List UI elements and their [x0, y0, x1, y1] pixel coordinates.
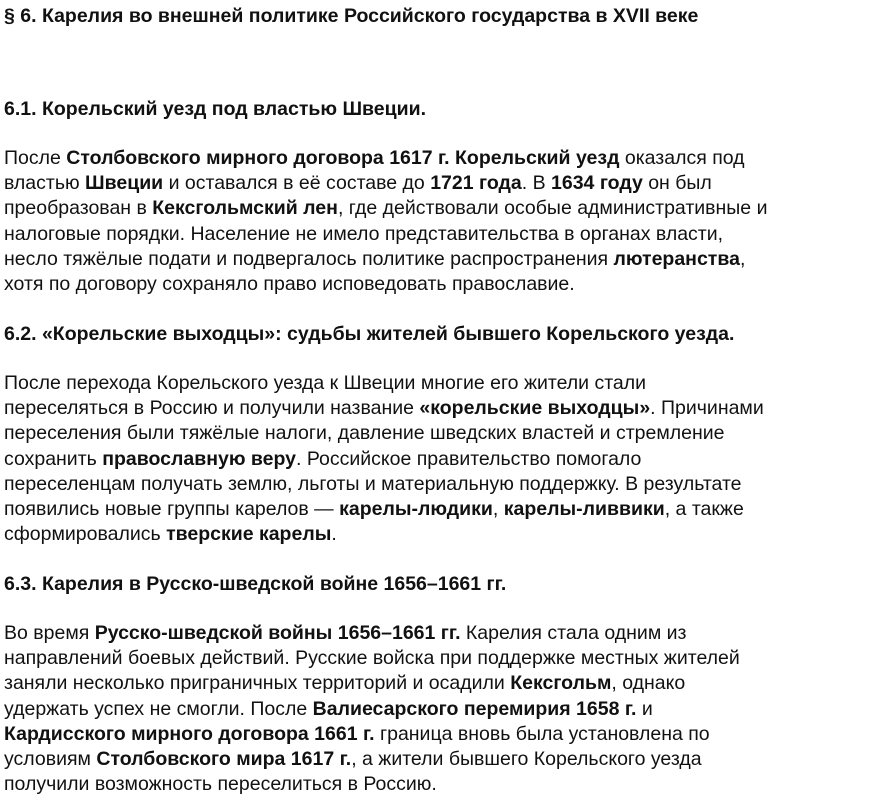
text-run: хотя по договору сохраняло право исповедовать православие.: [4, 273, 575, 296]
section-heading-6-2: 6.2. «Корельские выходцы»: судьбы жителей бывшего Корельского уезда.: [4, 323, 735, 345]
paragraph-line: [4, 646, 740, 671]
paragraph-line: [4, 272, 767, 297]
text-run: , а жители бывшего Корельского уезда: [351, 748, 702, 771]
text-run: . Причинами: [650, 397, 764, 420]
bold-text: Кексгольмский лен: [152, 197, 338, 220]
bold-text: Валиесарского перемирия 1658 г.: [312, 697, 637, 720]
text-run: После: [4, 147, 67, 169]
paragraph-line: [4, 171, 767, 196]
bold-text: Русско-шведской войны 1656–1661 гг.: [94, 622, 461, 644]
text-run: граница вновь была установлена по: [374, 722, 710, 745]
paragraph-line: [4, 522, 764, 547]
text-run: несло тяжёлые подати и подвергалось политике распространения: [4, 247, 614, 270]
paragraph-line: [4, 222, 767, 247]
bold-text: карелы-людики: [339, 498, 493, 521]
bold-text: Столбовского мира 1617 г.: [96, 748, 352, 771]
text-run: . Российское правительство помогало: [295, 447, 642, 470]
text-run: условиям: [4, 748, 97, 771]
section-paragraph-6-3: [4, 621, 740, 797]
bold-text: тверские карелы: [166, 523, 332, 546]
text-run: он был: [642, 172, 712, 195]
section-paragraph-6-2: [4, 371, 764, 547]
text-run: сформировались: [4, 523, 167, 546]
text-run: Карелия стала одним из: [460, 622, 687, 644]
bold-text: Кексгольм: [510, 672, 612, 695]
text-run: переселения были тяжёлые налоги, давление шведских властей и стремление: [4, 422, 725, 445]
paragraph-line: [4, 447, 764, 472]
text-run: оказался под: [619, 147, 745, 169]
bold-text: «корельские выходцы»: [419, 397, 651, 420]
text-run: властью: [4, 172, 86, 195]
section-paragraph-6-1: [4, 146, 767, 297]
text-run: , где действовали особые административные и: [337, 197, 768, 220]
text-run: ,: [492, 498, 504, 521]
paragraph-line: [4, 747, 740, 772]
paragraph-line: [4, 621, 740, 646]
text-run: появились новые группы карелов —: [4, 498, 340, 521]
paragraph-line: [4, 722, 740, 747]
paragraph-line: [4, 247, 767, 272]
bold-text: 1634 году: [551, 172, 643, 195]
bold-text: Столбовского мирного договора 1617 г. Корельский уезд: [66, 147, 620, 169]
paragraph-line: [4, 671, 740, 696]
text-run: получили возможность переселиться в Россию.: [4, 773, 437, 796]
bold-text: 1721 года: [430, 172, 522, 195]
text-run: .: [331, 523, 337, 546]
text-run: налоговые порядки. Население не имело представительства в органах власти,: [4, 222, 724, 245]
paragraph-line: [4, 697, 740, 722]
text-run: заняли несколько приграничных территорий и осадили: [4, 672, 511, 695]
bold-text: карелы-ливвики: [503, 498, 665, 521]
text-run: преобразован в: [4, 197, 153, 220]
bold-text: Швеции: [85, 172, 164, 195]
text-run: ,: [739, 247, 746, 270]
text-run: сохранить: [4, 447, 103, 470]
text-run: , однако: [611, 672, 686, 695]
paragraph-line: [4, 396, 764, 421]
paragraph-line: [4, 472, 764, 497]
text-run: переселенцам получать землю, льготы и материальную поддержку. В результате: [4, 472, 742, 495]
text-run: переселяться в Россию и получили название: [4, 397, 420, 420]
text-run: . В: [521, 172, 552, 195]
text-run: После перехода Корельского уезда к Швеции многие его жители стали: [4, 372, 647, 394]
text-run: направлений боевых действий. Русские войска при поддержке местных жителей: [4, 647, 740, 670]
bold-text: православную веру: [102, 447, 296, 470]
text-run: и оставался в её составе до: [163, 172, 431, 195]
paragraph-line: [4, 371, 764, 396]
page-title: § 6. Карелия во внешней политике Российского государства в XVII веке: [4, 5, 699, 27]
section-heading-6-1: 6.1. Корельский уезд под властью Швеции.: [4, 98, 427, 120]
paragraph-line: [4, 196, 767, 221]
text-run: , а также: [664, 498, 744, 521]
text-run: удержать успех не смогли. После: [4, 697, 313, 720]
paragraph-line: [4, 421, 764, 446]
text-run: и: [636, 697, 653, 720]
section-heading-6-3: 6.3. Карелия в Русско-шведской войне 1656–1661 гг.: [4, 573, 507, 595]
paragraph-line: [4, 772, 740, 797]
paragraph-line: [4, 146, 767, 171]
paragraph-line: [4, 497, 764, 522]
bold-text: лютеранства: [613, 247, 740, 270]
bold-text: Кардисского мирного договора 1661 г.: [4, 722, 375, 745]
text-run: Во время: [4, 622, 95, 644]
